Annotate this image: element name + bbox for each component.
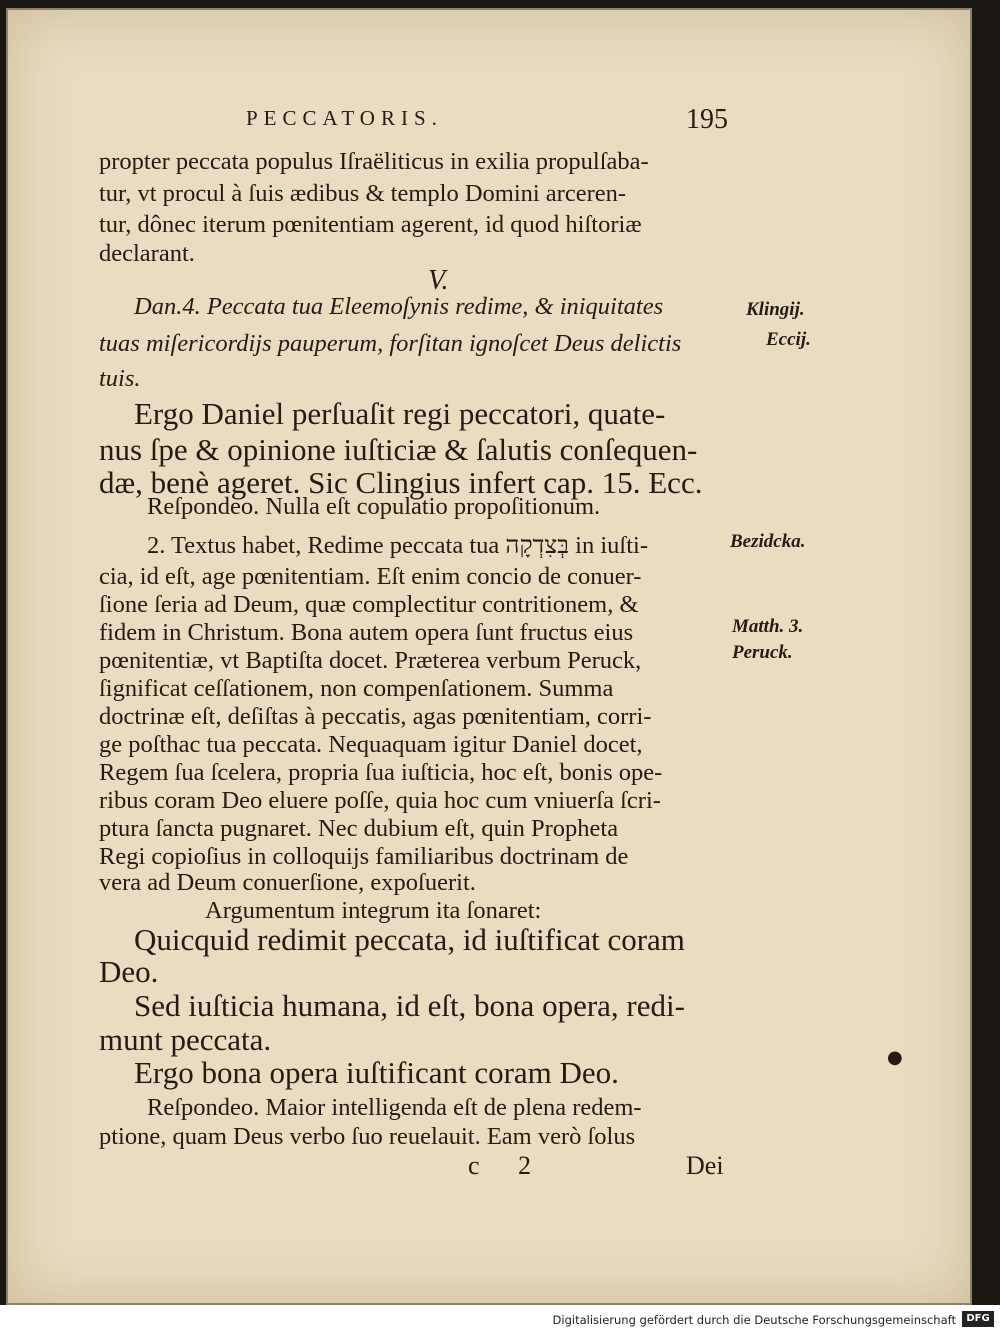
ink-blot: ●	[887, 1047, 903, 1068]
catchword: Dei	[686, 1151, 724, 1180]
text-line: ribus coram Deo eluere poſſe, quia hoc cum vniuerſa ſcri-	[99, 787, 661, 814]
text-line: propter peccata populus Iſraëliticus in exilia propulſaba-	[99, 148, 649, 175]
text-line: ſione ſeria ad Deum, quæ complectitur contritionem, &	[99, 591, 639, 618]
section-mark: V.	[428, 265, 449, 296]
footer-credit: Digitalisierung gefördert durch die Deutsche Forschungsgemeinschaft	[552, 1313, 956, 1327]
text-line: 2. Textus habet, Redime peccata tua בְּצִדְקָה in iuſti-	[147, 532, 648, 559]
large-line: Sed iuſticia humana, id eſt, bona opera, redi-	[134, 988, 685, 1023]
large-line: munt peccata.	[99, 1022, 272, 1057]
respondeo-line: Reſpondeo. Nulla eſt copulatio propoſitionum.	[147, 493, 601, 520]
text-line: Regi copioſius in colloquijs familiaribus doctrinam de	[99, 843, 629, 870]
argumentum-line: Argumentum integrum ita ſonaret:	[205, 897, 542, 924]
text-line: vera ad Deum conuerſione, expoſuerit.	[99, 869, 476, 896]
text-line: doctrinæ eſt, deſiſtas à peccatis, agas pœnitentiam, corri-	[99, 703, 652, 730]
text-line: Regem ſua ſcelera, propria ſua iuſticia, hoc eſt, bonis ope-	[99, 759, 663, 786]
text-line: tur, dônec iterum pœnitentiam agerent, id quod hiſtoriæ	[99, 211, 642, 238]
signature-mark: c 2	[468, 1151, 548, 1180]
footer-bar	[0, 1305, 1000, 1335]
margin-note: Peruck.	[732, 642, 793, 663]
text-line: fidem in Christum. Bona autem opera ſunt fructus eius	[99, 619, 634, 646]
dfg-logo: DFG	[962, 1311, 994, 1327]
text-line: ptura ſancta pugnaret. Nec dubium eſt, quin Propheta	[99, 815, 619, 842]
text-line: tur, vt procul à ſuis ædibus & templo Domini arceren-	[99, 180, 627, 207]
margin-note: Klingij.	[746, 299, 805, 320]
running-head: PECCATORIS.	[246, 106, 443, 130]
large-line: dæ, benè ageret. Sic Clingius infert cap. 15. Ecc.	[99, 465, 703, 500]
margin-note: Matth. 3.	[732, 616, 804, 637]
large-line: Quicquid redimit peccata, id iuſtificat coram	[134, 922, 685, 957]
italic-line: tuas miſericordijs pauperum, forſitan ignoſcet Deus delictis	[99, 330, 682, 357]
respondeo-line: Reſpondeo. Maior intelligenda eſt de plena redem-	[147, 1094, 642, 1121]
folio-number: 195	[686, 104, 728, 135]
italic-line: tuis.	[99, 365, 141, 392]
book-page	[6, 8, 972, 1305]
large-line: nus ſpe & opinione iuſticiæ & ſalutis conſequen-	[99, 432, 698, 467]
text-line: ge poſthac tua peccata. Nequaquam igitur Daniel docet,	[99, 731, 643, 758]
italic-line: Dan.4. Peccata tua Eleemoſynis redime, & iniquitates	[134, 293, 664, 320]
text-line: cia, id eſt, age pœnitentiam. Eſt enim concio de conuer-	[99, 563, 642, 590]
margin-note: Eccij.	[766, 329, 811, 350]
margin-note: Bezidcka.	[730, 531, 806, 552]
large-line: Ergo bona opera iuſtificant coram Deo.	[134, 1055, 619, 1090]
text-line: pœnitentiæ, vt Baptiſta docet. Præterea verbum Peruck,	[99, 647, 642, 674]
large-line: Ergo Daniel perſuaſit regi peccatori, quate-	[134, 396, 666, 431]
text-line: ſignificat ceſſationem, non compenſationem. Summa	[99, 675, 614, 702]
text-line: declarant.	[99, 240, 195, 267]
text-line: ptione, quam Deus verbo ſuo reuelauit. Eam verò ſolus	[99, 1123, 636, 1150]
large-line: Deo.	[99, 954, 159, 989]
